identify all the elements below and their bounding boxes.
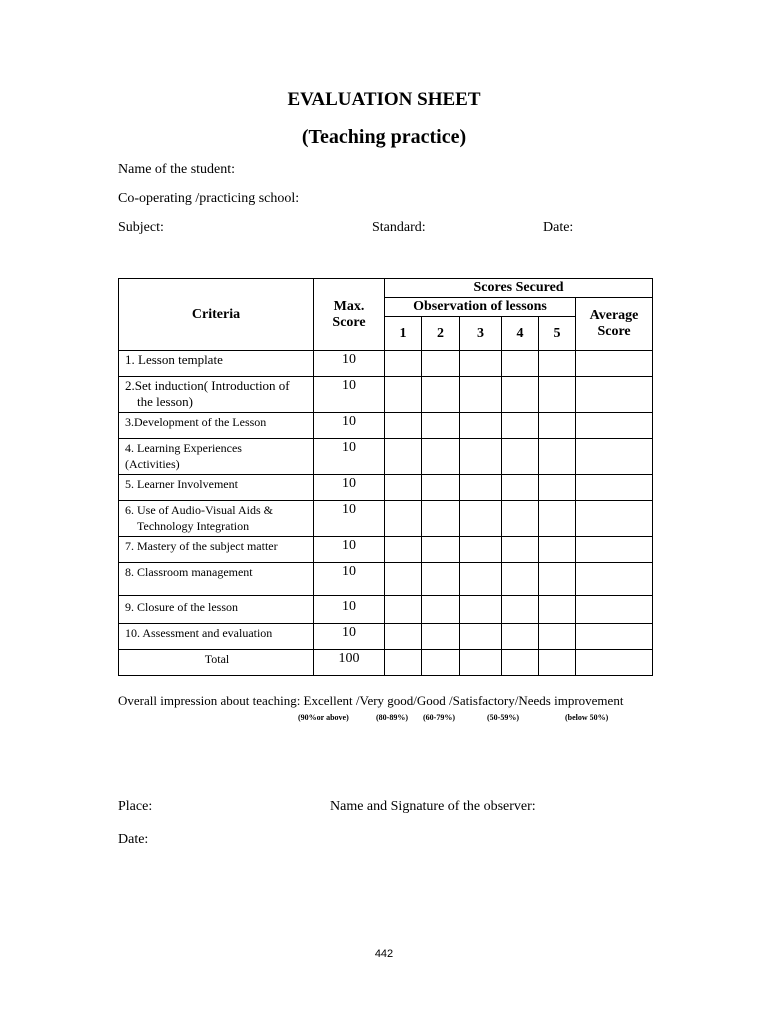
table-row: [119, 439, 653, 475]
score-cell[interactable]: [539, 351, 576, 377]
obs-col-5: 5: [539, 317, 576, 351]
table-row: [119, 475, 653, 501]
score-cell[interactable]: [460, 537, 502, 563]
score-cell[interactable]: [422, 596, 460, 624]
score-cell[interactable]: [385, 351, 422, 377]
score-cell[interactable]: [502, 650, 539, 676]
average-cell[interactable]: [576, 475, 653, 501]
average-cell[interactable]: [576, 624, 653, 650]
criterion-cell: [119, 596, 314, 624]
score-cell[interactable]: [460, 351, 502, 377]
score-cell[interactable]: [422, 650, 460, 676]
criterion-label-cont: Technology Integration: [137, 519, 250, 533]
max-score-cell: 10: [314, 501, 385, 537]
score-cell[interactable]: [460, 439, 502, 475]
table-row: [119, 563, 653, 596]
place-label: Place:: [118, 799, 153, 814]
max-score-cell: 10: [314, 537, 385, 563]
criterion-cell: [119, 377, 314, 413]
criterion-cell: [119, 475, 314, 501]
average-cell[interactable]: [576, 537, 653, 563]
max-score-cell: 10: [314, 563, 385, 596]
criterion-label: 3.Development of the Lesson: [125, 415, 267, 429]
max-score-cell: 10: [314, 624, 385, 650]
score-cell[interactable]: [422, 624, 460, 650]
score-cell[interactable]: [422, 413, 460, 439]
score-cell[interactable]: [385, 377, 422, 413]
score-cell[interactable]: [502, 624, 539, 650]
score-cell[interactable]: [539, 501, 576, 537]
page-subtitle: (Teaching practice): [301, 126, 467, 148]
criterion-cell: [119, 537, 314, 563]
criterion-label: 8. Classroom management: [125, 565, 253, 579]
table-row: [119, 624, 653, 650]
score-cell[interactable]: [539, 377, 576, 413]
score-cell[interactable]: [422, 439, 460, 475]
average-cell[interactable]: [576, 650, 653, 676]
score-cell[interactable]: [460, 413, 502, 439]
score-cell[interactable]: [502, 377, 539, 413]
criteria-header: Criteria: [119, 279, 314, 351]
average-cell[interactable]: [576, 377, 653, 413]
table-row: [119, 537, 653, 563]
score-cell[interactable]: [385, 501, 422, 537]
score-cell[interactable]: [502, 413, 539, 439]
max-score-header-line2: Score: [332, 314, 366, 330]
max-score-cell: 10: [314, 351, 385, 377]
score-cell[interactable]: [502, 475, 539, 501]
criterion-label-cont: the lesson): [137, 394, 193, 409]
range-good: (60-79%): [423, 713, 455, 722]
evaluation-table: [118, 278, 653, 676]
score-cell[interactable]: [422, 501, 460, 537]
criterion-label: 2.Set induction( Introduction of: [125, 378, 290, 393]
score-cell[interactable]: [422, 351, 460, 377]
average-cell[interactable]: [576, 439, 653, 475]
criterion-label: 4. Learning Experiences: [125, 441, 242, 455]
max-score-cell: 10: [314, 377, 385, 413]
criterion-label: 1. Lesson template: [125, 352, 223, 367]
criterion-cell: [119, 624, 314, 650]
max-score-cell: 10: [314, 475, 385, 501]
total-label: Total: [119, 650, 314, 676]
score-cell[interactable]: [422, 475, 460, 501]
average-score-header: [576, 298, 653, 351]
score-cell[interactable]: [422, 377, 460, 413]
table-row: [119, 377, 653, 413]
score-cell[interactable]: [385, 537, 422, 563]
score-cell[interactable]: [539, 624, 576, 650]
score-cell[interactable]: [385, 650, 422, 676]
score-cell[interactable]: [539, 439, 576, 475]
table-row: [119, 596, 653, 624]
max-score-cell: 10: [314, 596, 385, 624]
range-very-good: (80-89%): [376, 713, 408, 722]
score-cell[interactable]: [539, 537, 576, 563]
criterion-label: 7. Mastery of the subject matter: [125, 539, 278, 553]
total-max-cell: 100: [314, 650, 385, 676]
overall-impression: Overall impression about teaching: Excellent /Very good/Good /Satisfactory/Needs improvement: [118, 693, 624, 708]
score-cell[interactable]: [539, 413, 576, 439]
score-cell[interactable]: [385, 413, 422, 439]
score-cell[interactable]: [460, 377, 502, 413]
max-score-header: [314, 279, 385, 351]
score-cell[interactable]: [502, 596, 539, 624]
score-cell[interactable]: [502, 501, 539, 537]
score-cell[interactable]: [539, 650, 576, 676]
max-score-cell: 10: [314, 413, 385, 439]
footer-date-label: Date:: [118, 832, 149, 847]
score-cell[interactable]: [460, 563, 502, 596]
max-score-header-line1: Max.: [333, 298, 365, 314]
subject-label: Subject:: [118, 220, 164, 235]
score-cell[interactable]: [460, 650, 502, 676]
criterion-label: 9. Closure of the lesson: [125, 600, 238, 614]
max-score-cell: 10: [314, 439, 385, 475]
standard-label: Standard:: [372, 220, 426, 235]
table-row: [119, 501, 653, 537]
average-cell[interactable]: [576, 501, 653, 537]
score-cell[interactable]: [460, 501, 502, 537]
range-excellent: (90%or above): [298, 713, 349, 722]
school-label: Co-operating /practicing school:: [118, 191, 300, 206]
average-score-header-line2: Score: [597, 324, 631, 339]
criterion-cell: [119, 439, 314, 475]
score-cell[interactable]: [502, 563, 539, 596]
score-cell[interactable]: [460, 475, 502, 501]
score-cell[interactable]: [502, 439, 539, 475]
student-name-label: Name of the student:: [118, 162, 236, 177]
table-row: [119, 413, 653, 439]
score-cell[interactable]: [502, 537, 539, 563]
table-row: [119, 351, 653, 377]
criterion-label: 10. Assessment and evaluation: [125, 626, 273, 640]
average-score-header-line1: Average: [589, 308, 639, 323]
criterion-cell: [119, 413, 314, 439]
criterion-label: 6. Use of Audio-Visual Aids &: [125, 503, 273, 517]
average-cell[interactable]: [576, 563, 653, 596]
page-number: 442: [374, 948, 394, 960]
score-cell[interactable]: [460, 596, 502, 624]
date-label: Date:: [543, 220, 574, 235]
score-cell[interactable]: [460, 624, 502, 650]
score-cell[interactable]: [539, 596, 576, 624]
average-cell[interactable]: [576, 596, 653, 624]
criterion-cell: [119, 563, 314, 596]
page-title: EVALUATION SHEET: [287, 89, 481, 110]
score-cell[interactable]: [539, 475, 576, 501]
score-cell[interactable]: [385, 596, 422, 624]
score-cell[interactable]: [422, 537, 460, 563]
range-needs-improvement: (below 50%): [565, 713, 609, 722]
score-cell[interactable]: [539, 563, 576, 596]
score-cell[interactable]: [385, 563, 422, 596]
criterion-label: 5. Learner Involvement: [125, 477, 238, 491]
range-satisfactory: (50-59%): [487, 713, 519, 722]
obs-col-2: 2: [422, 317, 460, 351]
score-cell[interactable]: [385, 624, 422, 650]
criterion-cell: [119, 501, 314, 537]
score-cell[interactable]: [385, 439, 422, 475]
score-cell[interactable]: [385, 475, 422, 501]
observer-signature-label: Name and Signature of the observer:: [330, 799, 536, 814]
score-cell[interactable]: [502, 351, 539, 377]
obs-col-3: 3: [460, 317, 502, 351]
score-cell[interactable]: [422, 563, 460, 596]
obs-col-1: 1: [385, 317, 422, 351]
criterion-label-cont: (Activities): [125, 457, 180, 471]
average-cell[interactable]: [576, 351, 653, 377]
average-cell[interactable]: [576, 413, 653, 439]
observation-header: Observation of lessons: [385, 298, 576, 317]
total-row: [119, 650, 653, 676]
obs-col-4: 4: [502, 317, 539, 351]
scores-secured-header: Scores Secured: [385, 279, 653, 298]
criterion-cell: [119, 351, 314, 377]
